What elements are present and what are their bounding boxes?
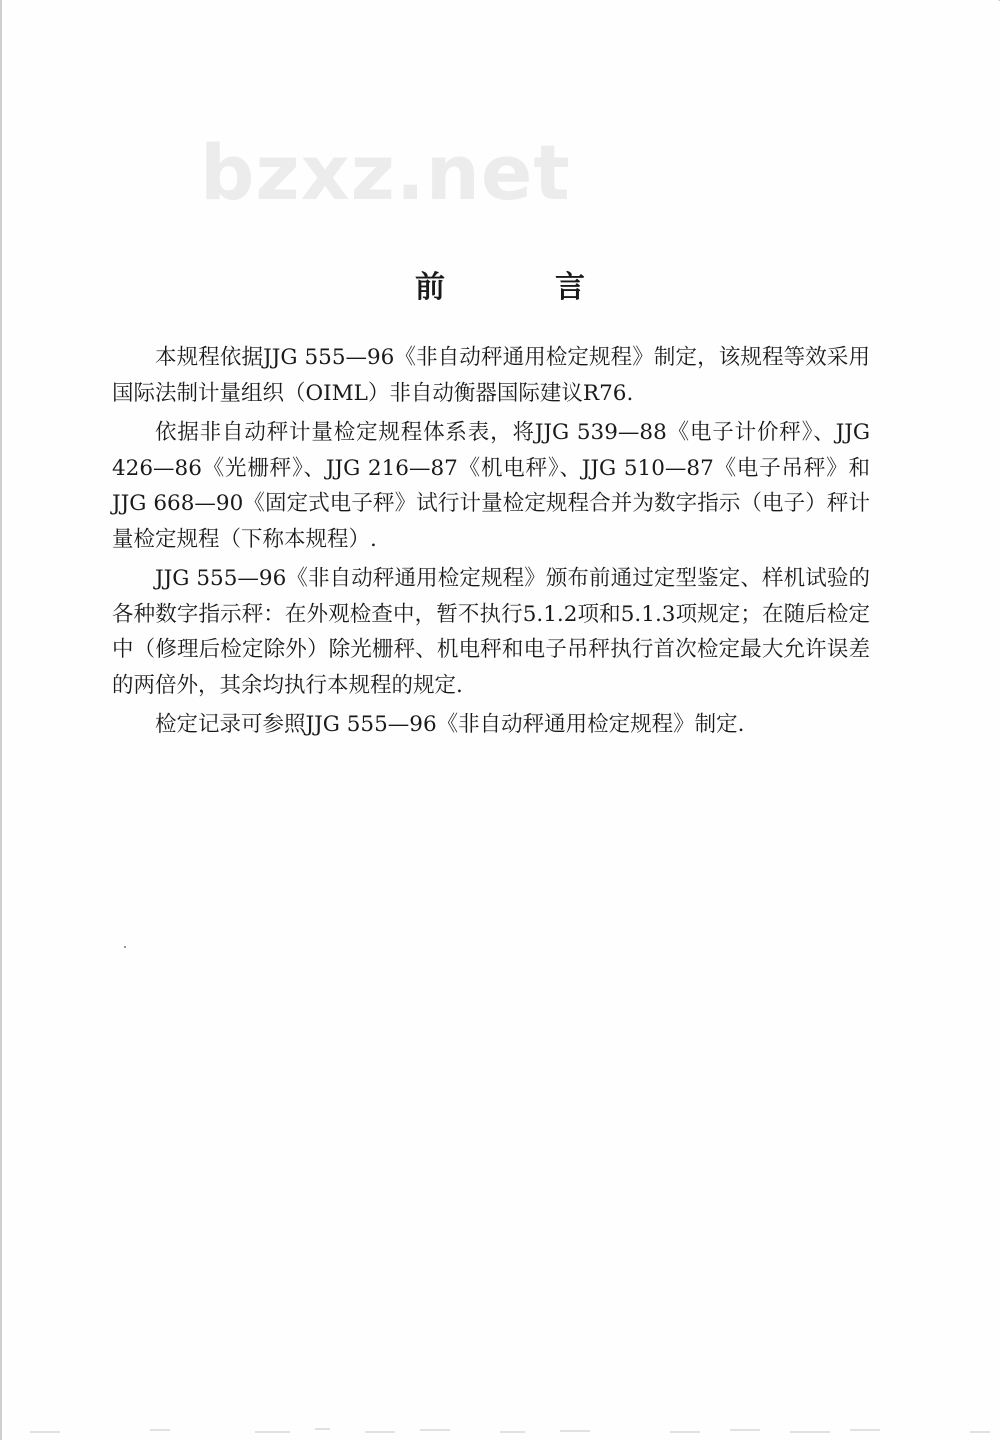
corner-mark xyxy=(980,0,1000,12)
scan-bottom-noise xyxy=(0,1418,1000,1440)
preface-body xyxy=(112,340,870,747)
stray-dot xyxy=(124,946,126,948)
heading-char-1: 前 xyxy=(415,270,445,305)
page-heading xyxy=(0,262,1000,306)
watermark: bzxz.net xyxy=(200,128,571,217)
page-left-edge xyxy=(0,0,2,1440)
paragraph-1: 本规程依据JJG 555—96《非自动秤通用检定规程》制定，该规程等效采用国际法制计量组织（OIML）非自动衡器国际建议R76. xyxy=(112,345,870,406)
paragraph-4: 检定记录可参照JJG 555—96《非自动秤通用检定规程》制定. xyxy=(155,712,745,737)
heading-char-2: 言 xyxy=(555,270,585,305)
paragraph-3: JJG 555—96《非自动秤通用检定规程》颁布前通过定型鉴定、样机试验的各种数字指示秤：在外观检查中，暂不执行5.1.2项和5.1.3项规定；在随后检定中（修理后检定除外）除光栅秤、机电秤和电子吊秤执行首次检定最大允许误差的两倍外，其余均执行本规程的规定. xyxy=(112,566,870,698)
paragraph-2: 依据非自动秤计量检定规程体系表，将JJG 539—88《电子计价秤》、JJG 426—86《光栅秤》、JJG 216—87《机电秤》、JJG 510—87《电子吊秤》和JJG 668—90《固定式电子秤》试行计量检定规程合并为数字指示（电子）秤计量检定规程（下称本规程）. xyxy=(112,420,870,552)
